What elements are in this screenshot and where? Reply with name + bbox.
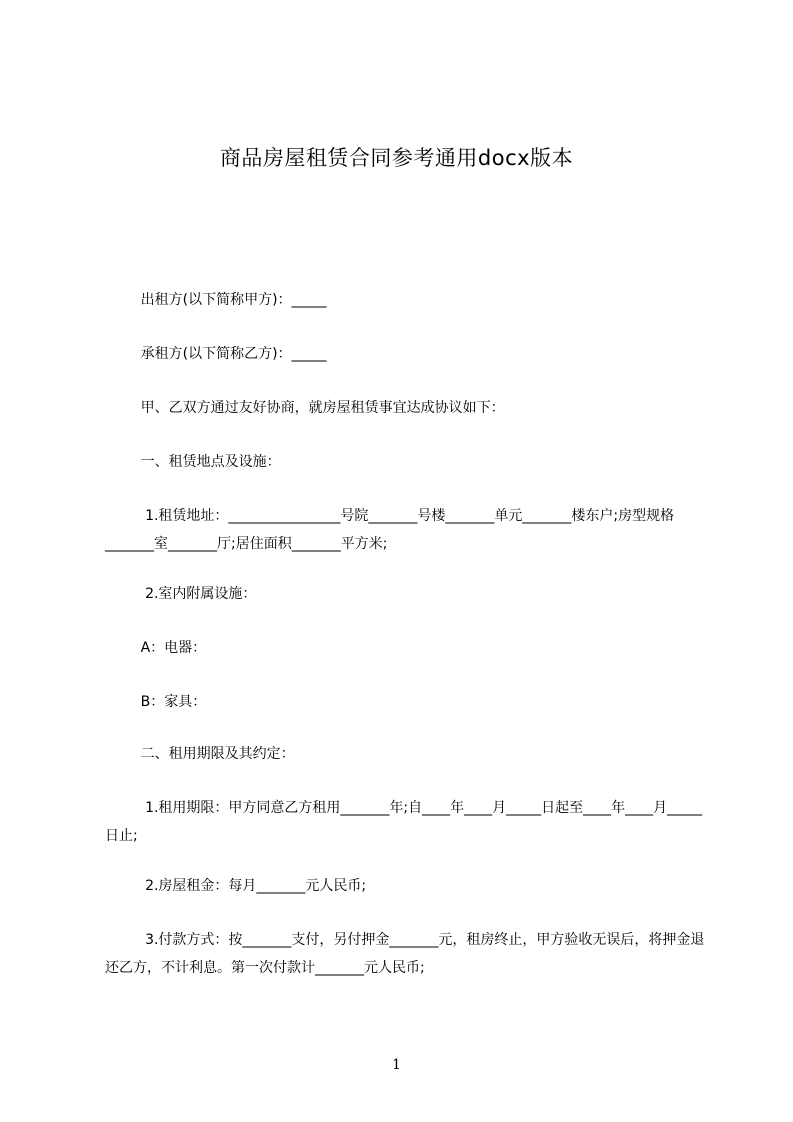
appliances-item: A：电器：: [105, 640, 207, 656]
facilities-clause: 2.室内附属设施：: [105, 586, 257, 602]
furniture-item: B：家具：: [105, 694, 207, 710]
lease-term-clause: 1.租用期限：甲方同意乙方租用_______年;自____年____月_____日起至____年____月_____日止;: [105, 800, 703, 844]
page-number: 1: [392, 1057, 401, 1073]
payment-method-clause: 3.付款方式：按_______支付，另付押金_______元，租房终止，甲方验收无误后，将押金退还乙方，不计利息。第一次付款计_______元人民币;: [105, 932, 705, 976]
section-one-heading: 一、租赁地点及设施：: [105, 454, 281, 470]
lessor-line: 出租方(以下简称甲方)：_____: [105, 292, 327, 308]
document-title: 商品房屋租赁合同参考通用docx版本: [219, 146, 574, 170]
rental-address-clause: 1.租赁地址：________________号院_______号楼_______单元_______楼东户;房型规格_______室_______厅;居住面积_______平方米;: [105, 508, 675, 552]
lessee-line: 承租方(以下简称乙方)：_____: [105, 346, 327, 362]
section-two-heading: 二、租用期限及其约定：: [105, 746, 295, 762]
rent-clause: 2.房屋租金：每月_______元人民币;: [105, 878, 367, 894]
agreement-intro: 甲、乙双方通过友好协商，就房屋租赁事宜达成协议如下：: [105, 400, 505, 416]
